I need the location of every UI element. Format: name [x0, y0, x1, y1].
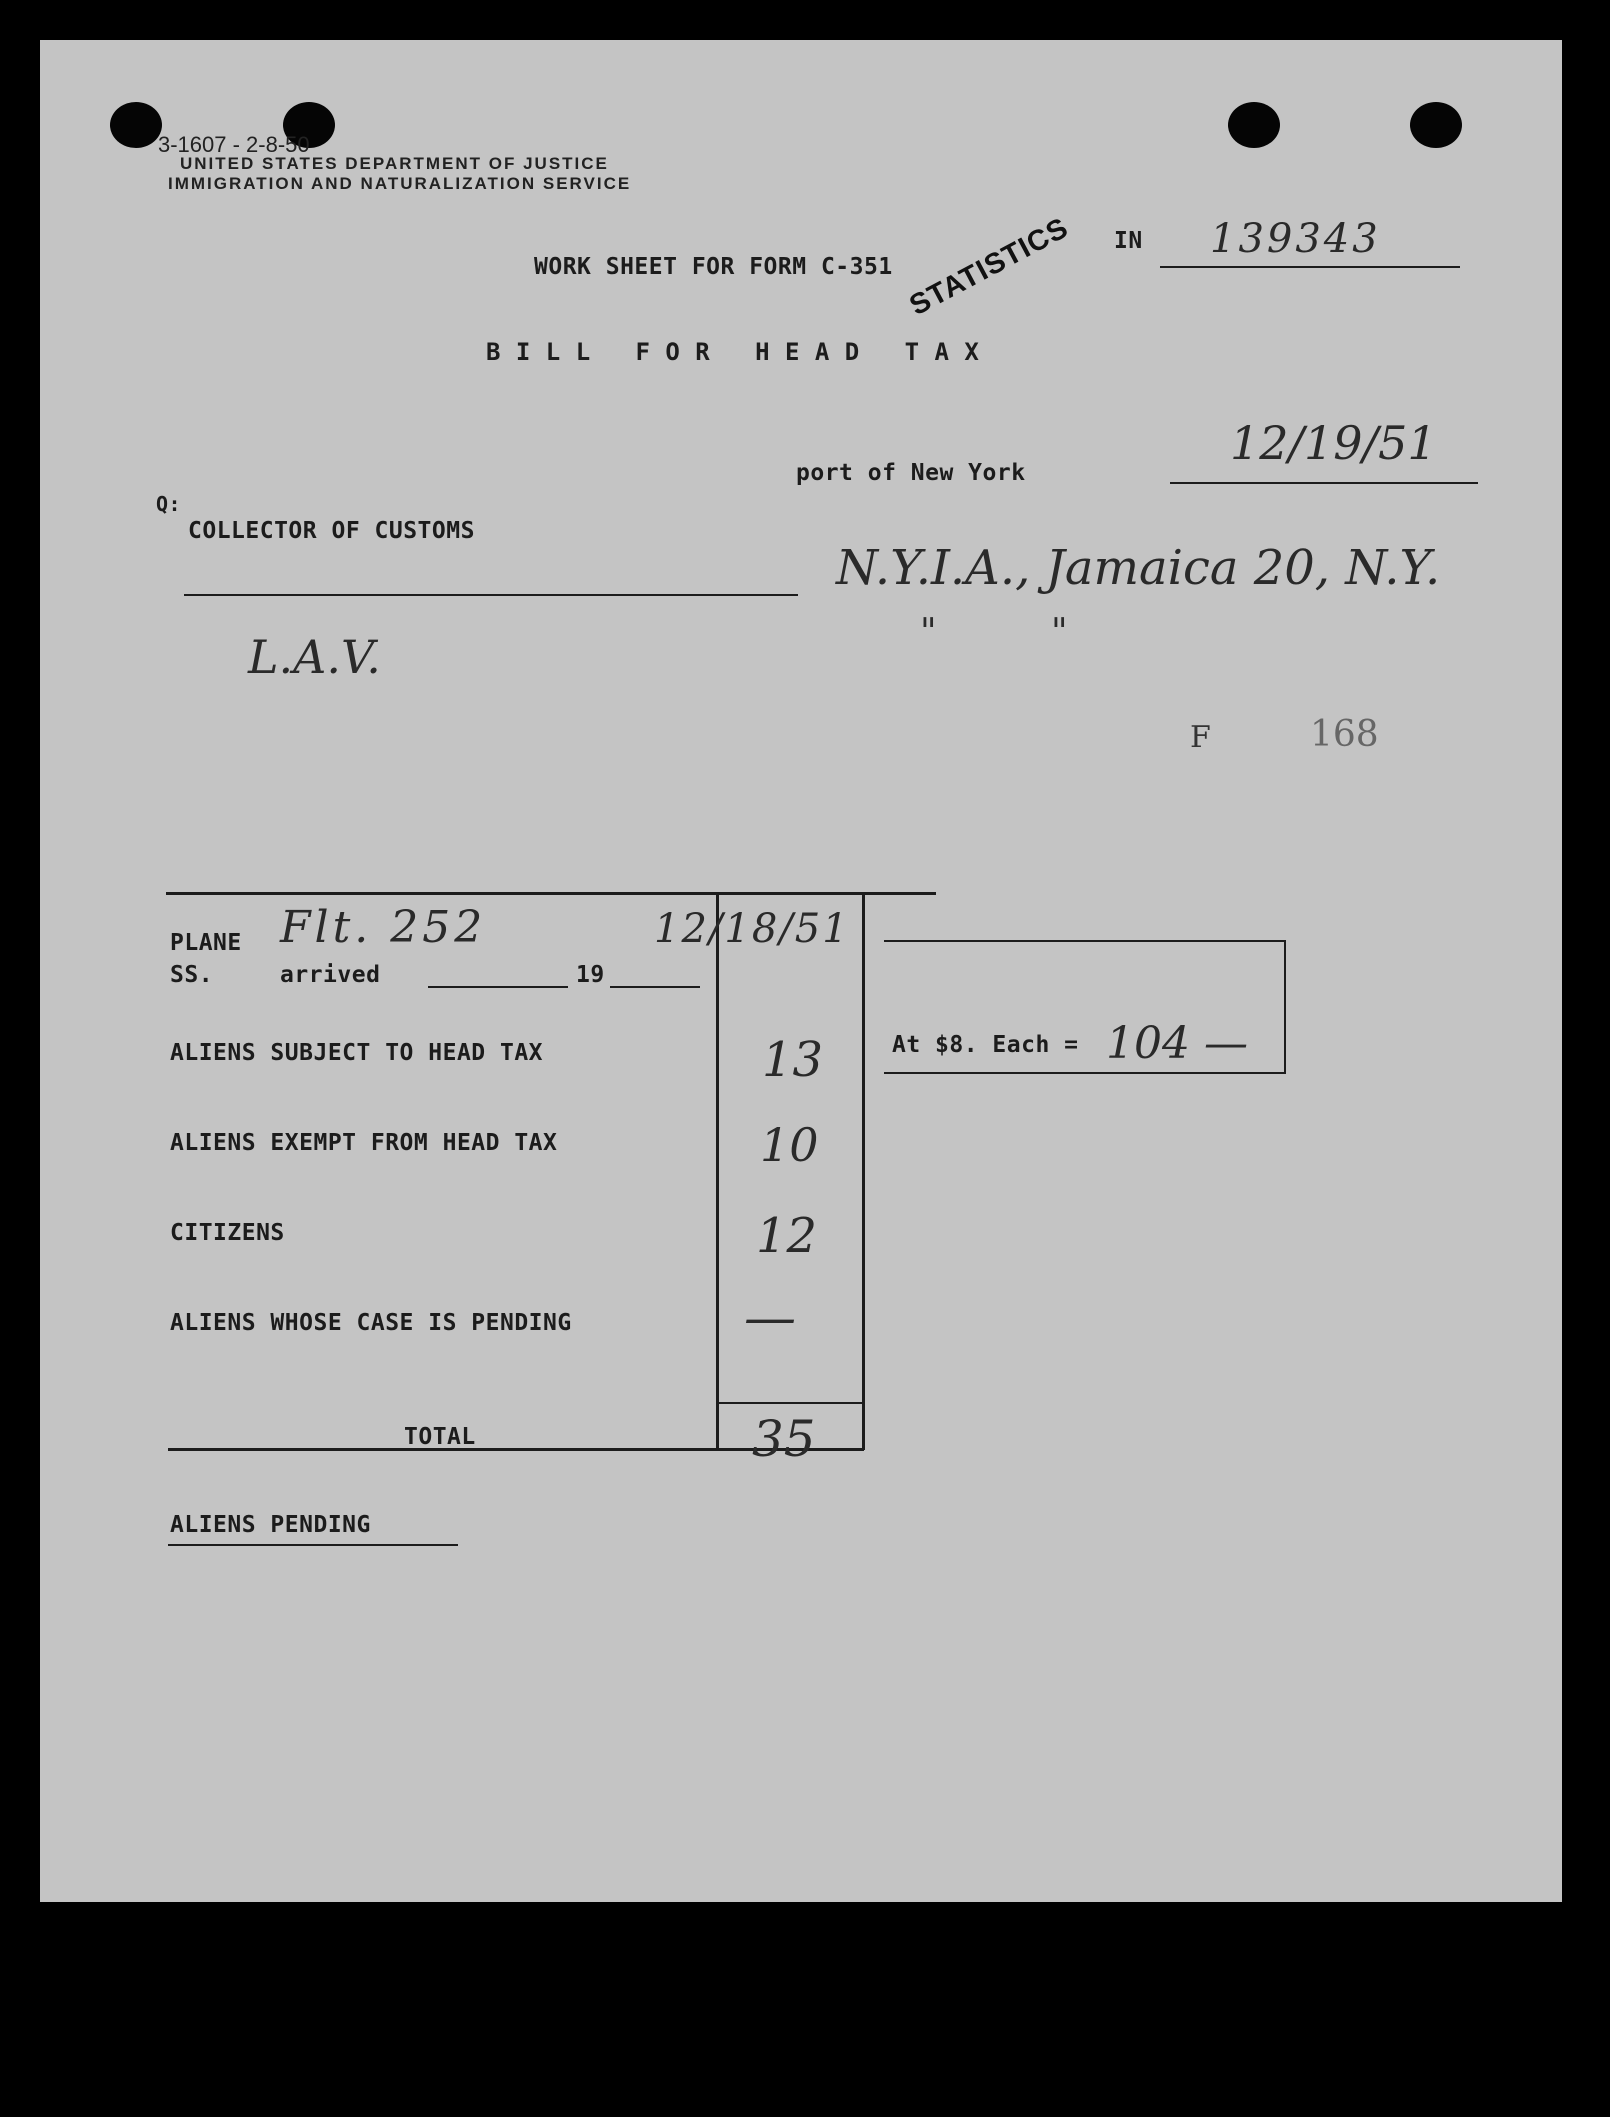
ss-label: SS. [170, 962, 214, 988]
in-number: 139343 [1210, 216, 1381, 262]
date-underline [1170, 482, 1478, 484]
row-label-subject: ALIENS SUBJECT TO HEAD TAX [170, 1040, 544, 1066]
table-divider-right [862, 892, 865, 1450]
handwritten-address: N.Y.I.A., Jamaica 20, N.Y. [836, 540, 1441, 596]
table-divider-left [716, 892, 719, 1450]
document-page [40, 40, 1562, 1902]
department-name: UNITED STATES DEPARTMENT OF JUSTICE [180, 154, 609, 173]
form-code: 3-1607 - 2-8-50 [158, 132, 310, 157]
bill-date: 12/19/51 [1230, 416, 1437, 470]
punch-hole [1410, 102, 1462, 148]
in-number-underline [1160, 266, 1460, 268]
to-prefix: Q: [156, 492, 182, 516]
total-rule [716, 1402, 864, 1404]
aliens-pending-label: ALIENS PENDING [170, 1512, 371, 1538]
tax-rate-label: At $8. Each = [892, 1032, 1079, 1058]
addressee: COLLECTOR OF CUSTOMS [188, 518, 475, 544]
flight-number: Flt. 252 [280, 902, 487, 953]
row-label-pending: ALIENS WHOSE CASE IS PENDING [170, 1310, 572, 1336]
arrived-label: arrived [280, 962, 381, 988]
form-title: WORK SHEET FOR FORM C-351 [534, 254, 893, 280]
ditto-marks: " " [920, 612, 1068, 653]
total-label: TOTAL [404, 1424, 476, 1450]
row-value-citizens: 12 [756, 1208, 818, 1264]
year-blank [610, 986, 700, 988]
page-reference-number: 168 [1310, 714, 1379, 755]
bill-subtitle: B I L L F O R H E A D T A X [486, 338, 980, 366]
punch-hole [110, 102, 162, 148]
addressee-underline [184, 594, 798, 596]
row-label-citizens: CITIZENS [170, 1220, 285, 1246]
statistics-stamp: STATISTICS [904, 211, 1074, 323]
row-value-subject: 13 [762, 1032, 824, 1088]
tax-amount: 104 — [1106, 1018, 1248, 1069]
page-ref-mark: F [1190, 720, 1211, 755]
port-label: port of New York [796, 460, 1026, 486]
year-label: 19 [576, 962, 605, 988]
punch-hole [1228, 102, 1280, 148]
row-value-pending: — [744, 1288, 796, 1348]
aliens-pending-underline [168, 1544, 458, 1546]
total-value: 35 [752, 1410, 816, 1468]
carrier-initials: L.A.V. [248, 630, 381, 684]
plane-label: PLANE [170, 930, 242, 956]
row-label-exempt: ALIENS EXEMPT FROM HEAD TAX [170, 1130, 558, 1156]
arrival-date: 12/18/51 [654, 906, 850, 952]
in-label: IN [1114, 228, 1143, 254]
table-top-rule [166, 892, 936, 895]
arrived-blank [428, 986, 568, 988]
service-name: IMMIGRATION AND NATURALIZATION SERVICE [168, 174, 632, 193]
row-value-exempt: 10 [760, 1118, 819, 1172]
